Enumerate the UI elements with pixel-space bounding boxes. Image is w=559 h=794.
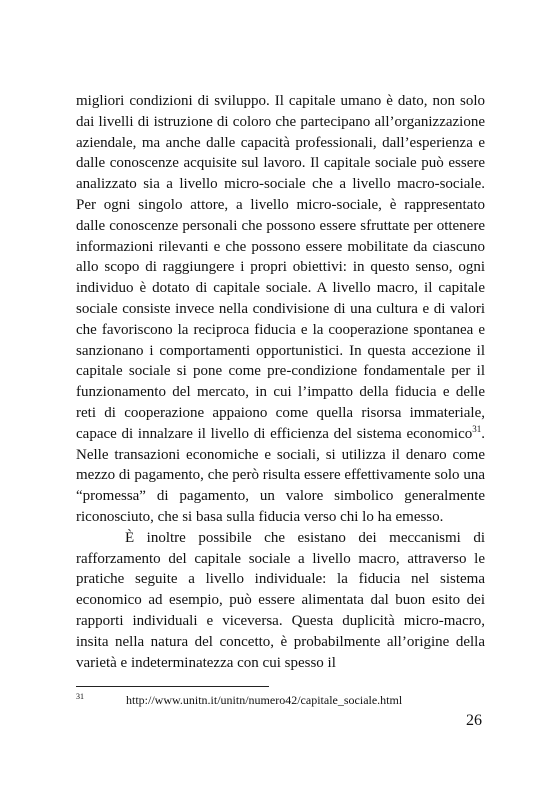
paragraph-1-text-before: migliori condizioni di sviluppo. Il capitale umano è dato, non solo dai livelli di istruzione di coloro che partecipano all’organizzazione aziendale, ma anche dalle capacità professionali, dall’esperienza e dalle conoscenze acquisite sul lavoro. Il capitale sociale può essere analizzato sia a livello micro-sociale che a livello macro-sociale. Per ogni singolo attore, a livello micro-sociale, è rappresentato dalle conoscenze personali che possono essere sfruttate per ottenere informazioni rilevanti e che possono essere mobilitate da ciascuno allo scopo di raggiungere i propri obiettivi: in questo senso, ogni individuo è dotato di capitale sociale. A livello macro, il capitale sociale consiste invece nella condivisione di una cultura e di valori che favoriscono la reciproca fiducia e la cooperazione spontanea e sanzionano i comportamenti opportunistici. In questa accezione il capitale sociale si pone come pre-condizione fondamentale per il funzionamento del mercato, in cui l’impatto della fiducia e delle reti di cooperazione appaiono come quella risorsa immateriale, capace di innalzare il livello di efficienza del sistema economico <box>76 93 485 442</box>
footnote <box>76 693 402 708</box>
paragraph-2: È inoltre possibile che esistano dei meccanismi di rafforzamento del capitale sociale a livello macro, attraverso le pratiche seguite a livello individuale: la fiducia nel sistema economico ad esempio, può essere alimentata dal buon esito dei rapporti individuali e viceversa. Questa duplicità micro-macro, insita nella natura del concetto, è probabilmente all’origine della varietà e indeterminatezza con cui spesso il <box>76 529 485 671</box>
footnote-separator <box>76 686 269 687</box>
footnote-text: http://www.unitn.it/unitn/numero42/capitale_sociale.html <box>126 693 403 707</box>
body-text <box>76 91 485 673</box>
paragraph-1-text-after: . Nelle transazioni economiche e sociali, si utilizza il denaro come mezzo di pagamento, che però risulta essere effettivamente solo una “promessa” di pagamento, un valore simbolico generalmente riconosciuto, che si basa sulla fiducia verso chi lo ha emesso. <box>76 425 485 525</box>
page-number: 26 <box>466 712 482 729</box>
footnote-reference: 31 <box>472 423 482 434</box>
footnote-number: 31 <box>76 692 84 701</box>
paragraph-1 <box>76 91 485 528</box>
